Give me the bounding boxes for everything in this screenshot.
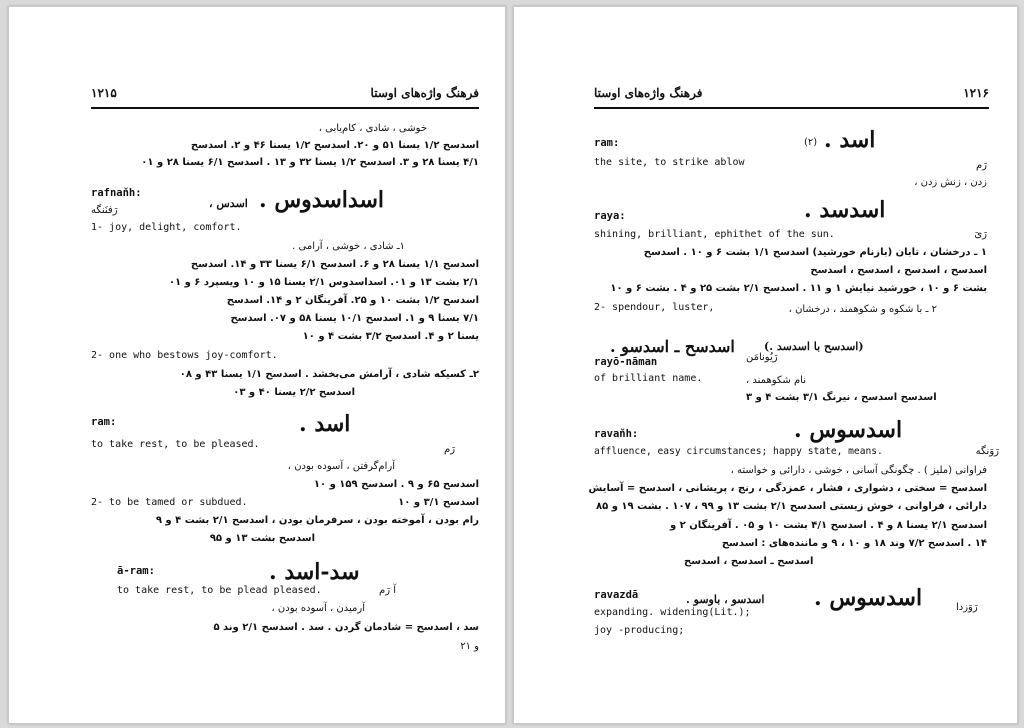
definition: of brilliant name. [594,373,703,384]
text-line: اسدسح ۱/۲ یسنا ۵۱ و ۲۰. اسدسح ۱/۲ یسنا ۴۶ و ۲. اسدسح [190,140,479,151]
page-number: ۱۲۱۵ [91,86,117,100]
avestan-word: اسدسح ـ اسدسو . [610,337,735,356]
persian-word: رَم [444,444,456,455]
definition: 1- joy, delight, comfort. [91,222,242,233]
avestan-word: اسد . [824,127,876,153]
definition: affluence, easy circumstances; happy state, means. [594,446,883,457]
text-line: ۱۴ . اسدسح ۷/۲ وند ۱۸ و ۱۰ ، ۹ و ماننده‌های : اسدسح [721,538,987,549]
definition: 2- spendour, luster, [594,302,715,313]
avestan-word: اسدسوس . [814,585,923,611]
text-line: اسدسح بشت ۱۳ و ۹۵ [209,533,315,544]
persian-word: رَوَزدا [956,602,978,613]
definition: expanding. widening(Lit.); [594,607,751,618]
avestan-word: اسدسوس . [794,417,903,443]
definition: shining, brilliant, ephithet of the sun. [594,229,835,240]
text-line: ۱ ـ درخشان ، تابان (بازنام خورشید) اسدسح ۱/۱ بشت ۶ و ۱۰ . اسدسح [643,247,987,258]
text-line: نام شکوهمند ، [746,375,806,386]
running-title: فرهنگ واژه‌های اوستا [594,86,703,100]
avestan-word: اسدسد . [804,197,886,223]
definition: 2- one who bestows joy-comfort. [91,350,278,361]
text-line: فراوانی (ملیز ) . چگونگی آسانی ، خوشی ، دارائی و خواسته ، [730,465,987,476]
persian-word: رَوَنگه [975,446,999,457]
homonym-number: (۲) [804,137,818,148]
text-line: ۴/۱ یسنا ۲۸ و ۳. اسدسح ۱/۲ یسنا ۳۲ و ۱۳ . اسدسح ۶/۱ یسنا ۲۸ و ۰۱ [141,157,479,168]
text-line: اسدسح ۱/۲ بشت ۱۰ و ۲۵. آفرینگان ۲ و ۱۴. اسدسح [226,295,479,306]
headword: raya: [594,210,626,222]
persian-word: رَفنَنگه [91,205,118,216]
text-line: اسدسح ۲/۲ یسنا ۴۰ و ۰۳ [233,387,355,398]
text-line: ۲/۱ بشت ۱۳ و ۰۱. اسداسدوس ۲/۱ یسنا ۱۵ و ۱۰ ویسپرد ۶ و ۰۱ [168,277,479,288]
text-line: آرمیدن ، آسوده بودن ، [271,603,365,614]
left-page-header [91,85,479,109]
right-page [513,6,1018,724]
text-line: اسدسح اسدسح ، نیرنگ ۳/۱ بشت ۴ و ۳ [746,392,937,403]
text-line: ۱ـ شادی ، خوشی ، آرامی . [292,241,405,252]
definition: the site, to strike ablow [594,157,745,168]
definition: 2- to be tamed or subdued. [91,497,248,508]
text-line: یسنا ۲ و ۴. اسدسح ۳/۲ بشت ۴ و ۱۰ [302,331,479,342]
page-number: ۱۲۱۶ [963,86,989,100]
text-line: اسدسح = سختی ، دشواری ، فشار ، عمزدگی ، رنج ، پریشانی ، اسدسح = آسایش [588,483,987,494]
definition: to take rest, to be pleased. [91,439,260,450]
text-line: اسدسح ۲/۱ یسنا ۸ و ۴ . اسدسح ۴/۱ بشت ۱۰ و ۰۵ . آفرینگان ۲ و [669,520,987,531]
persian-word: رَیُونامَن [746,352,778,363]
headword: ravaňh: [594,428,639,440]
avestan-word: (اسدسح با اسدسد .) [764,340,864,353]
definition: joy -producing; [594,625,685,636]
headword: ā-ram: [117,565,155,577]
text-line: ۷/۱ یسنا ۹ و ۱. اسدسح ۱۰/۱ یسنا ۵۸ و ۰۷. اسدسح [230,313,479,324]
text-line: بشت ۶ و ۱۰ ، خورشید نیایش ۱ و ۱۱ . اسدسح ۲/۱ بشت ۲۵ و ۴ . بشت ۶ و ۱۰ [610,283,987,294]
text-line: و ۲۱ [460,641,479,652]
headword: ravazdā [594,589,639,601]
definition: to take rest, to be plead pleased. [117,585,322,596]
text-line: رام بودن ، آموخته بودن ، سرفرمان بودن ، اسدسح ۲/۱ بشت ۴ و ۹ [155,515,479,526]
text-line: خوشی ، شادی ، کام‌یابی ، [318,123,427,134]
text-line: اسدسح ۶۵ و ۹ . اسدسح ۱۵۹ و ۱۰ [313,479,479,490]
persian-word: رَم [975,160,987,171]
running-title: فرهنگ واژه‌های اوستا [370,86,479,100]
avestan-word: اسدسو ، باوسو . [686,593,765,606]
text-line: اسدسح ۳/۱ و ۱۰ [398,497,479,508]
left-page [8,6,506,724]
avestan-word: اسدس ، [209,197,248,210]
avestan-word: اسد . [299,411,351,437]
text-line: زدن ، زنش زدن ، [914,177,987,188]
persian-word: رَیَ [974,229,987,240]
avestan-word: سد-اسد . [269,559,360,585]
text-line: اسدسح ۱/۱ یسنا ۲۸ و ۶. اسدسح ۶/۱ یسنا ۳۳ و ۱۴. اسدسح [190,259,479,270]
text-line: اسدسح ، اسدسح ، اسدسح ، اسدسح [810,265,987,276]
text-line: اسدسح ـ اسدسح ، اسدسح [684,556,814,567]
avestan-word: اسداسدوس . [259,187,384,213]
text-line: ۲ـ کسیکه شادی ، آرامش می‌بخشد . اسدسح ۱/۱ یسنا ۴۳ و ۰۸ [179,369,479,380]
text-line: آرام‌گرفتن ، آسوده بودن ، [287,461,395,472]
headword: ram: [91,416,117,428]
text-line: دارائی ، فراوانی ، خوش زیستی اسدسح ۲/۱ بشت ۱۳ و ۹۹ ، ۱۰۷ . بشت ۱۹ و ۸۵ [596,501,987,512]
headword: rafnaňh: [91,187,142,199]
right-page-header [594,85,989,109]
persian-word: آ رَم [379,585,396,596]
headword: rayō-nāman [594,356,658,368]
text-line: سد ، اسدسح = شادمان گردن . سد . اسدسح ۲/۱ وند ۵ [213,622,479,633]
text-line: ۲ ـ با شکوه و شکوهمند ، درخشان ، [788,304,937,315]
headword: ram: [594,137,620,149]
